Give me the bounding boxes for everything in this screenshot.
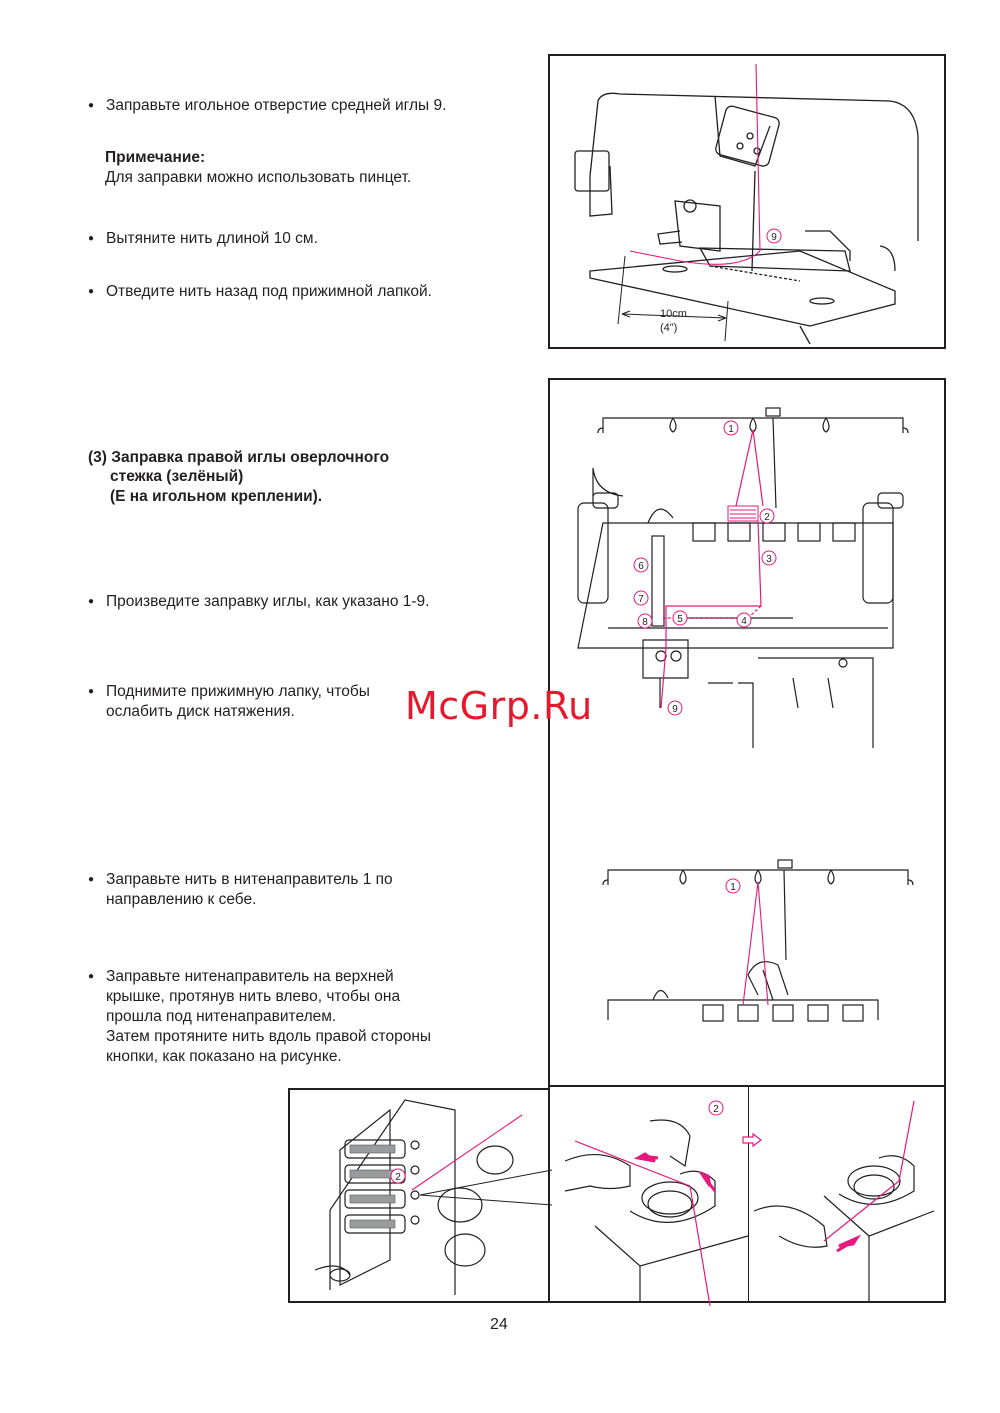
- label-2: 2: [713, 1104, 719, 1115]
- instruction-thread-sequence: ● Произведите заправку иглы, как указано 1-9.: [88, 592, 430, 612]
- machine-top-illustration: [290, 1090, 552, 1305]
- label-6: 6: [638, 561, 644, 572]
- knob-threading-step: [749, 1086, 945, 1301]
- label-2: 2: [395, 1172, 401, 1183]
- label-9: 9: [672, 704, 678, 715]
- page-number: 24: [490, 1316, 508, 1333]
- top-cover-threading-step: [550, 1086, 748, 1301]
- label-2: 2: [764, 512, 770, 523]
- watermark: McGrp.Ru: [405, 684, 593, 728]
- label-9: 9: [771, 232, 777, 243]
- label-10cm: 10cm: [660, 308, 687, 320]
- note-text: Для заправки можно использовать пинцет.: [105, 169, 412, 186]
- needle-foot-illustration: [550, 56, 948, 351]
- label-5: 5: [677, 614, 683, 625]
- section-heading-line1: (3) Заправка правой иглы оверлочного: [88, 449, 390, 466]
- section-heading-line2: стежка (зелёный): [110, 468, 244, 485]
- section-heading-line3: (E на игольном креплении).: [110, 488, 323, 505]
- label-7: 7: [638, 594, 644, 605]
- label-3: 3: [766, 554, 772, 565]
- thread-guide-diagram: [548, 840, 946, 1040]
- instruction-top-cover-guide: ● Заправьте нитенаправитель на верхней крышке, протянув нить влево, чтобы она прошла под нитенаправителем. Затем протяните нить вдоль правой стороны кнопки, как показано на рисунке.: [88, 967, 431, 1067]
- label-4in: (4"): [660, 322, 678, 334]
- figure-needle-threading: [548, 54, 946, 349]
- label-1: 1: [730, 882, 736, 893]
- instruction-thread-guide-1: ● Заправьте нить в нитенаправитель 1 по направлению к себе.: [88, 870, 393, 910]
- instruction-raise-foot: ● Поднимите прижимную лапку, чтобы ослабить диск натяжения.: [88, 682, 370, 722]
- figure-machine-top-view: [288, 1088, 550, 1303]
- instruction-thread-needle-eye: ● Заправьте игольное отверстие средней иглы 9.: [88, 96, 446, 116]
- thread-path-diagram: [548, 378, 946, 748]
- label-8: 8: [642, 617, 648, 628]
- label-4: 4: [741, 616, 747, 627]
- instruction-thread-under-foot: ● Отведите нить назад под прижимной лапкой.: [88, 282, 432, 302]
- note-title: Примечание:: [105, 149, 206, 166]
- instruction-pull-thread: ● Вытяните нить длиной 10 см.: [88, 229, 318, 249]
- label-1: 1: [728, 424, 734, 435]
